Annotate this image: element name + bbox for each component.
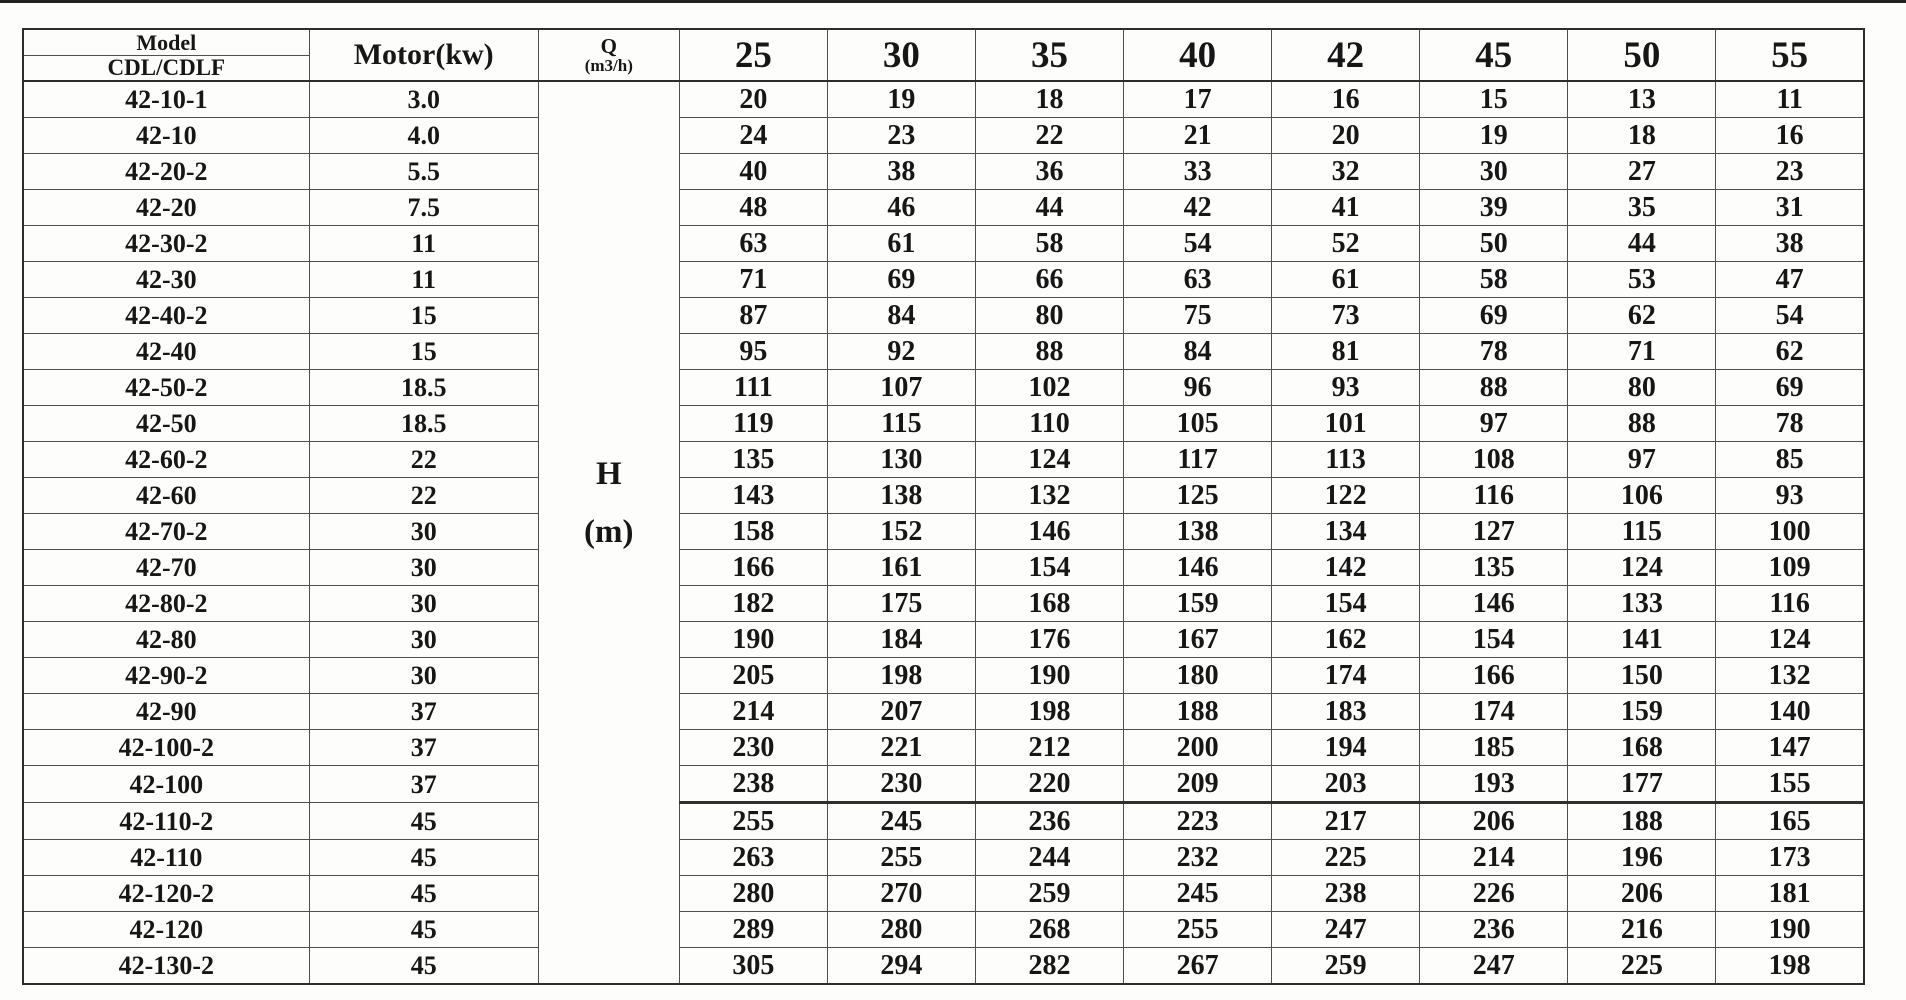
table-row (23, 442, 1864, 478)
head-value-cell: 166 (679, 550, 827, 586)
head-value-cell: 183 (1272, 694, 1420, 730)
table-row (23, 118, 1864, 154)
motor-cell: 45 (309, 912, 538, 948)
head-value-cell: 184 (827, 622, 975, 658)
head-value-cell: 168 (975, 586, 1123, 622)
head-value-cell: 245 (1124, 876, 1272, 912)
head-value-cell: 190 (679, 622, 827, 658)
head-value-cell: 238 (679, 766, 827, 803)
head-value-cell: 158 (679, 514, 827, 550)
head-value-cell: 35 (1568, 190, 1716, 226)
head-value-cell: 190 (975, 658, 1123, 694)
head-value-cell: 69 (1420, 298, 1568, 334)
head-value-cell: 259 (975, 876, 1123, 912)
head-value-cell: 63 (679, 226, 827, 262)
motor-cell: 5.5 (309, 154, 538, 190)
table-body (23, 81, 1864, 984)
head-value-cell: 23 (1716, 154, 1864, 190)
table-row (23, 803, 1864, 840)
head-value-cell: 42 (1124, 190, 1272, 226)
head-value-cell: 130 (827, 442, 975, 478)
table-row (23, 840, 1864, 876)
head-value-cell: 154 (1420, 622, 1568, 658)
head-unit: (m) (584, 513, 634, 550)
head-value-cell: 190 (1716, 912, 1864, 948)
head-value-cell: 84 (1124, 334, 1272, 370)
flow-column-header: 30 (827, 29, 975, 81)
head-value-cell: 78 (1716, 406, 1864, 442)
head-value-cell: 206 (1568, 876, 1716, 912)
head-value-cell: 162 (1272, 622, 1420, 658)
head-value-cell: 127 (1420, 514, 1568, 550)
head-value-cell: 230 (679, 730, 827, 766)
head-value-cell: 214 (1420, 840, 1568, 876)
table-row (23, 694, 1864, 730)
head-value-cell: 19 (827, 81, 975, 118)
pump-head-table (22, 28, 1865, 985)
head-value-cell: 93 (1272, 370, 1420, 406)
head-value-cell: 176 (975, 622, 1123, 658)
head-value-cell: 159 (1124, 586, 1272, 622)
head-value-cell: 177 (1568, 766, 1716, 803)
head-value-cell: 161 (827, 550, 975, 586)
motor-cell: 11 (309, 262, 538, 298)
flow-column-header: 55 (1716, 29, 1864, 81)
head-value-cell: 141 (1568, 622, 1716, 658)
head-value-cell: 88 (1420, 370, 1568, 406)
model-cell: 42-80-2 (23, 586, 309, 622)
head-value-cell: 63 (1124, 262, 1272, 298)
table-row (23, 334, 1864, 370)
head-value-cell: 115 (827, 406, 975, 442)
head-value-cell: 280 (827, 912, 975, 948)
head-value-cell: 263 (679, 840, 827, 876)
table-row (23, 190, 1864, 226)
motor-cell: 30 (309, 514, 538, 550)
head-value-cell: 142 (1272, 550, 1420, 586)
table-row (23, 876, 1864, 912)
head-value-cell: 87 (679, 298, 827, 334)
model-cell: 42-100 (23, 766, 309, 803)
table-row (23, 586, 1864, 622)
motor-cell: 3.0 (309, 81, 538, 118)
head-value-cell: 305 (679, 948, 827, 985)
head-value-cell: 23 (827, 118, 975, 154)
head-value-cell: 255 (1124, 912, 1272, 948)
model-cell: 42-120-2 (23, 876, 309, 912)
head-value-cell: 116 (1716, 586, 1864, 622)
model-cell: 42-10 (23, 118, 309, 154)
head-symbol: H (595, 455, 622, 492)
head-value-cell: 110 (975, 406, 1123, 442)
table-row (23, 514, 1864, 550)
head-value-cell: 255 (827, 840, 975, 876)
head-value-cell: 92 (827, 334, 975, 370)
head-value-cell: 75 (1124, 298, 1272, 334)
head-value-cell: 154 (975, 550, 1123, 586)
head-value-cell: 124 (1716, 622, 1864, 658)
head-value-cell: 16 (1272, 81, 1420, 118)
head-value-cell: 80 (975, 298, 1123, 334)
head-value-cell: 119 (679, 406, 827, 442)
head-value-cell: 209 (1124, 766, 1272, 803)
head-value-cell: 117 (1124, 442, 1272, 478)
model-header-line2: CDL/CDLF (107, 55, 226, 80)
head-value-cell: 84 (827, 298, 975, 334)
head-value-cell: 115 (1568, 514, 1716, 550)
table-row (23, 81, 1864, 118)
head-value-cell: 44 (975, 190, 1123, 226)
model-cell: 42-120 (23, 912, 309, 948)
head-value-cell: 13 (1568, 81, 1716, 118)
head-value-cell: 225 (1272, 840, 1420, 876)
head-value-cell: 95 (679, 334, 827, 370)
head-value-cell: 22 (975, 118, 1123, 154)
head-value-cell: 207 (827, 694, 975, 730)
motor-cell: 22 (309, 442, 538, 478)
head-value-cell: 159 (1568, 694, 1716, 730)
head-value-cell: 226 (1420, 876, 1568, 912)
head-value-cell: 198 (1716, 948, 1864, 985)
head-value-cell: 71 (679, 262, 827, 298)
table-row (23, 370, 1864, 406)
head-value-cell: 140 (1716, 694, 1864, 730)
head-value-cell: 40 (679, 154, 827, 190)
head-value-cell: 280 (679, 876, 827, 912)
head-value-cell: 69 (1716, 370, 1864, 406)
motor-cell: 37 (309, 766, 538, 803)
head-value-cell: 289 (679, 912, 827, 948)
head-value-cell: 18 (975, 81, 1123, 118)
head-value-cell: 30 (1420, 154, 1568, 190)
head-value-cell: 31 (1716, 190, 1864, 226)
head-value-cell: 18 (1568, 118, 1716, 154)
model-header-line1: Model (24, 30, 309, 56)
motor-cell: 18.5 (309, 370, 538, 406)
head-value-cell: 61 (827, 226, 975, 262)
head-value-cell: 46 (827, 190, 975, 226)
head-value-cell: 221 (827, 730, 975, 766)
head-value-cell: 81 (1272, 334, 1420, 370)
model-cell: 42-110-2 (23, 803, 309, 840)
head-value-cell: 154 (1272, 586, 1420, 622)
head-value-cell: 62 (1568, 298, 1716, 334)
head-value-cell: 88 (1568, 406, 1716, 442)
head-value-cell: 185 (1420, 730, 1568, 766)
head-value-cell: 206 (1420, 803, 1568, 840)
head-value-cell: 124 (975, 442, 1123, 478)
head-value-cell: 146 (1420, 586, 1568, 622)
head-value-cell: 58 (975, 226, 1123, 262)
motor-cell: 15 (309, 334, 538, 370)
flow-column-header: 50 (1568, 29, 1716, 81)
table-row (23, 730, 1864, 766)
head-value-cell: 188 (1568, 803, 1716, 840)
head-value-cell: 97 (1420, 406, 1568, 442)
table-row (23, 912, 1864, 948)
table-row (23, 766, 1864, 803)
head-value-cell: 174 (1420, 694, 1568, 730)
head-value-cell: 146 (975, 514, 1123, 550)
head-value-cell: 132 (1716, 658, 1864, 694)
head-value-cell: 96 (1124, 370, 1272, 406)
motor-cell: 30 (309, 658, 538, 694)
table-row (23, 298, 1864, 334)
model-cell: 42-110 (23, 840, 309, 876)
table-row (23, 948, 1864, 985)
model-cell: 42-130-2 (23, 948, 309, 985)
table-row (23, 550, 1864, 586)
motor-header: Motor(kw) (309, 29, 538, 81)
motor-cell: 11 (309, 226, 538, 262)
head-value-cell: 132 (975, 478, 1123, 514)
head-value-cell: 146 (1124, 550, 1272, 586)
head-value-cell: 20 (679, 81, 827, 118)
table-row (23, 406, 1864, 442)
motor-cell: 45 (309, 876, 538, 912)
head-value-cell: 174 (1272, 658, 1420, 694)
head-value-cell: 203 (1272, 766, 1420, 803)
model-cell: 42-30 (23, 262, 309, 298)
head-value-cell: 180 (1124, 658, 1272, 694)
flow-column-header: 45 (1420, 29, 1568, 81)
head-value-cell: 205 (679, 658, 827, 694)
motor-cell: 45 (309, 948, 538, 985)
model-cell: 42-10-1 (23, 81, 309, 118)
head-value-cell: 54 (1716, 298, 1864, 334)
head-value-cell: 124 (1568, 550, 1716, 586)
table-row (23, 154, 1864, 190)
head-value-cell: 100 (1716, 514, 1864, 550)
head-value-cell: 135 (679, 442, 827, 478)
head-value-cell: 36 (975, 154, 1123, 190)
head-value-cell: 102 (975, 370, 1123, 406)
motor-cell: 4.0 (309, 118, 538, 154)
head-value-cell: 138 (1124, 514, 1272, 550)
head-value-cell: 181 (1716, 876, 1864, 912)
head-value-cell: 230 (827, 766, 975, 803)
head-value-cell: 71 (1568, 334, 1716, 370)
head-value-cell: 113 (1272, 442, 1420, 478)
head-value-cell: 182 (679, 586, 827, 622)
table-row (23, 226, 1864, 262)
head-value-cell: 198 (975, 694, 1123, 730)
model-cell: 42-70 (23, 550, 309, 586)
head-value-cell: 168 (1568, 730, 1716, 766)
head-value-cell: 19 (1420, 118, 1568, 154)
model-cell: 42-50-2 (23, 370, 309, 406)
head-value-cell: 69 (827, 262, 975, 298)
head-unit-cell (538, 81, 679, 984)
scan-edge-line (0, 0, 1906, 3)
flow-header-symbol: Q (600, 34, 617, 58)
head-value-cell: 244 (975, 840, 1123, 876)
head-value-cell: 135 (1420, 550, 1568, 586)
head-value-cell: 214 (679, 694, 827, 730)
head-value-cell: 193 (1420, 766, 1568, 803)
head-value-cell: 88 (975, 334, 1123, 370)
motor-cell: 30 (309, 622, 538, 658)
head-value-cell: 166 (1420, 658, 1568, 694)
head-value-cell: 20 (1272, 118, 1420, 154)
head-value-cell: 155 (1716, 766, 1864, 803)
model-cell: 42-40-2 (23, 298, 309, 334)
head-value-cell: 282 (975, 948, 1123, 985)
head-value-cell: 93 (1716, 478, 1864, 514)
table-row (23, 262, 1864, 298)
head-value-cell: 212 (975, 730, 1123, 766)
head-value-cell: 108 (1420, 442, 1568, 478)
head-value-cell: 255 (679, 803, 827, 840)
head-value-cell: 194 (1272, 730, 1420, 766)
head-value-cell: 44 (1568, 226, 1716, 262)
head-value-cell: 173 (1716, 840, 1864, 876)
model-cell: 42-90-2 (23, 658, 309, 694)
head-value-cell: 116 (1420, 478, 1568, 514)
head-value-cell: 58 (1420, 262, 1568, 298)
head-value-cell: 247 (1420, 948, 1568, 985)
motor-cell: 37 (309, 730, 538, 766)
head-value-cell: 138 (827, 478, 975, 514)
head-value-cell: 38 (827, 154, 975, 190)
head-value-cell: 150 (1568, 658, 1716, 694)
head-value-cell: 165 (1716, 803, 1864, 840)
motor-cell: 15 (309, 298, 538, 334)
model-cell: 42-40 (23, 334, 309, 370)
head-value-cell: 54 (1124, 226, 1272, 262)
head-value-cell: 236 (975, 803, 1123, 840)
table-row (23, 658, 1864, 694)
head-value-cell: 32 (1272, 154, 1420, 190)
head-value-cell: 73 (1272, 298, 1420, 334)
head-value-cell: 111 (679, 370, 827, 406)
head-value-cell: 220 (975, 766, 1123, 803)
head-value-cell: 11 (1716, 81, 1864, 118)
head-value-cell: 259 (1272, 948, 1420, 985)
head-value-cell: 52 (1272, 226, 1420, 262)
head-value-cell: 152 (827, 514, 975, 550)
head-value-cell: 223 (1124, 803, 1272, 840)
model-cell: 42-100-2 (23, 730, 309, 766)
model-cell: 42-20 (23, 190, 309, 226)
head-value-cell: 39 (1420, 190, 1568, 226)
head-value-cell: 62 (1716, 334, 1864, 370)
head-value-cell: 16 (1716, 118, 1864, 154)
head-value-cell: 53 (1568, 262, 1716, 298)
head-value-cell: 198 (827, 658, 975, 694)
model-cell: 42-30-2 (23, 226, 309, 262)
motor-cell: 22 (309, 478, 538, 514)
head-value-cell: 267 (1124, 948, 1272, 985)
motor-cell: 30 (309, 586, 538, 622)
head-value-cell: 134 (1272, 514, 1420, 550)
model-cell: 42-80 (23, 622, 309, 658)
flow-column-header: 40 (1124, 29, 1272, 81)
head-value-cell: 238 (1272, 876, 1420, 912)
head-value-cell: 97 (1568, 442, 1716, 478)
model-cell: 42-70-2 (23, 514, 309, 550)
head-value-cell: 66 (975, 262, 1123, 298)
head-value-cell: 175 (827, 586, 975, 622)
head-value-cell: 78 (1420, 334, 1568, 370)
flow-column-header: 35 (975, 29, 1123, 81)
flow-header (538, 29, 679, 81)
head-value-cell: 24 (679, 118, 827, 154)
header-row (23, 29, 1864, 81)
head-value-cell: 85 (1716, 442, 1864, 478)
motor-cell: 18.5 (309, 406, 538, 442)
head-value-cell: 107 (827, 370, 975, 406)
head-value-cell: 21 (1124, 118, 1272, 154)
head-value-cell: 245 (827, 803, 975, 840)
head-value-cell: 147 (1716, 730, 1864, 766)
model-cell: 42-50 (23, 406, 309, 442)
head-value-cell: 109 (1716, 550, 1864, 586)
head-value-cell: 80 (1568, 370, 1716, 406)
motor-cell: 30 (309, 550, 538, 586)
head-value-cell: 268 (975, 912, 1123, 948)
head-value-cell: 188 (1124, 694, 1272, 730)
head-value-cell: 236 (1420, 912, 1568, 948)
head-value-cell: 41 (1272, 190, 1420, 226)
head-value-cell: 15 (1420, 81, 1568, 118)
head-value-cell: 200 (1124, 730, 1272, 766)
head-value-cell: 232 (1124, 840, 1272, 876)
model-header (23, 29, 309, 81)
head-value-cell: 225 (1568, 948, 1716, 985)
flow-header-unit: (m3/h) (584, 56, 633, 75)
table-row (23, 478, 1864, 514)
head-value-cell: 50 (1420, 226, 1568, 262)
model-cell: 42-20-2 (23, 154, 309, 190)
table-row (23, 622, 1864, 658)
head-value-cell: 247 (1272, 912, 1420, 948)
head-value-cell: 101 (1272, 406, 1420, 442)
head-value-cell: 143 (679, 478, 827, 514)
head-value-cell: 48 (679, 190, 827, 226)
head-value-cell: 294 (827, 948, 975, 985)
head-value-cell: 217 (1272, 803, 1420, 840)
head-value-cell: 106 (1568, 478, 1716, 514)
motor-cell: 37 (309, 694, 538, 730)
head-value-cell: 216 (1568, 912, 1716, 948)
head-value-cell: 61 (1272, 262, 1420, 298)
head-value-cell: 167 (1124, 622, 1272, 658)
motor-cell: 7.5 (309, 190, 538, 226)
model-cell: 42-60 (23, 478, 309, 514)
head-value-cell: 133 (1568, 586, 1716, 622)
flow-column-header: 42 (1272, 29, 1420, 81)
head-value-cell: 17 (1124, 81, 1272, 118)
head-value-cell: 105 (1124, 406, 1272, 442)
head-value-cell: 33 (1124, 154, 1272, 190)
head-value-cell: 122 (1272, 478, 1420, 514)
model-cell: 42-60-2 (23, 442, 309, 478)
head-value-cell: 27 (1568, 154, 1716, 190)
model-cell: 42-90 (23, 694, 309, 730)
motor-cell: 45 (309, 803, 538, 840)
head-value-cell: 38 (1716, 226, 1864, 262)
head-value-cell: 125 (1124, 478, 1272, 514)
motor-cell: 45 (309, 840, 538, 876)
head-value-cell: 47 (1716, 262, 1864, 298)
head-value-cell: 270 (827, 876, 975, 912)
head-value-cell: 196 (1568, 840, 1716, 876)
flow-column-header: 25 (679, 29, 827, 81)
